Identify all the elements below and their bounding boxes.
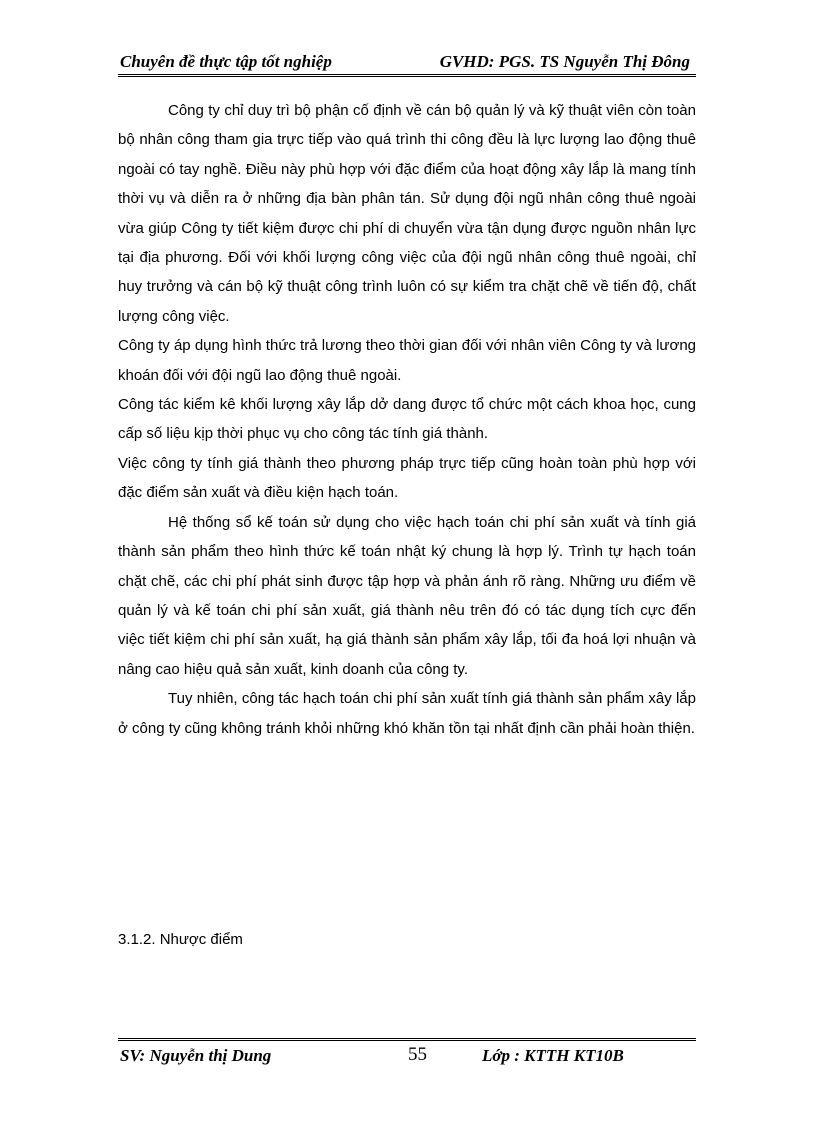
paragraph-inventory: Công tác kiểm kê khối lượng xây lắp dở dang được tổ chức một cách khoa học, cung cấp số liệu kịp thời phục vụ cho công tác tính giá thành. — [118, 396, 696, 443]
paragraph-workforce: Công ty chỉ duy trì bộ phận cố định về cán bộ quản lý và kỹ thuật viên còn toàn bộ nhân công tham gia trực tiếp vào quá trình thi công đều là lực lượng lao động thuê ngoài có tay nghề. Điều này phù hợp với đặc điểm của hoạt động xây lắp là mang tính thời vụ và diễn ra ở những địa bàn phân tán. Sử dụng đội ngũ nhân công thuê ngoài vừa giúp Công ty tiết kiệm được chi phí di chuyển vừa tận dụng được nguồn nhân lực tại địa phương. Đối với khối lượng công việc của đội ngũ nhân công thuê ngoài, chỉ huy trưởng và cán bộ kỹ thuật công trình luôn có sự kiểm tra chặt chẽ về tiến độ, chất lượng công việc. — [118, 102, 696, 325]
paragraph-limitations: Tuy nhiên, công tác hạch toán chi phí sản xuất tính giá thành sản phẩm xây lắp ở công ty cũng không tránh khỏi những khó khăn tồn tại nhất định cần phải hoàn thiện. — [118, 690, 696, 737]
paragraph-costing-method: Việc công ty tính giá thành theo phương pháp trực tiếp cũng hoàn toàn phù hợp với đặc điểm sản xuất và điều kiện hạch toán. — [118, 454, 696, 502]
page-header — [118, 50, 696, 77]
header-supervisor: GVHD: PGS. TS Nguyễn Thị Đông — [439, 52, 690, 71]
footer-class-name: Lớp : KTTH KT10B — [482, 1046, 624, 1065]
footer-page-number: 55 — [408, 1044, 427, 1065]
section-heading: 3.1.2. Nhược điểm — [118, 931, 243, 948]
page-footer — [118, 1038, 696, 1075]
paragraph-wages: Công ty áp dụng hình thức trả lương theo thời gian đối với nhân viên Công ty và lương khoán đối với đội ngũ lao động thuê ngoài. — [118, 337, 696, 384]
header-report-title: Chuyên đề thực tập tốt nghiệp — [120, 52, 332, 71]
paragraph-bookkeeping: Hệ thống sổ kế toán sử dụng cho việc hạch toán chi phí sản xuất và tính giá thành sản phẩm theo hình thức kế toán nhật ký chung là hợp lý. Trình tự hạch toán chặt chẽ, các chi phí phát sinh được tập hợp và phản ánh rõ ràng. Những ưu điểm về quản lý và kế toán chi phí sản xuất, giá thành nêu trên đó có tác dụng tích cực đến việc tiết kiệm chi phí sản xuất, hạ giá thành sản phẩm xây lắp, tối đa hoá lợi nhuận và nâng cao hiệu quả sản xuất, kinh doanh của công ty. — [118, 513, 696, 678]
footer-student-name: SV: Nguyễn thị Dung — [120, 1046, 272, 1065]
body-text — [118, 96, 696, 743]
